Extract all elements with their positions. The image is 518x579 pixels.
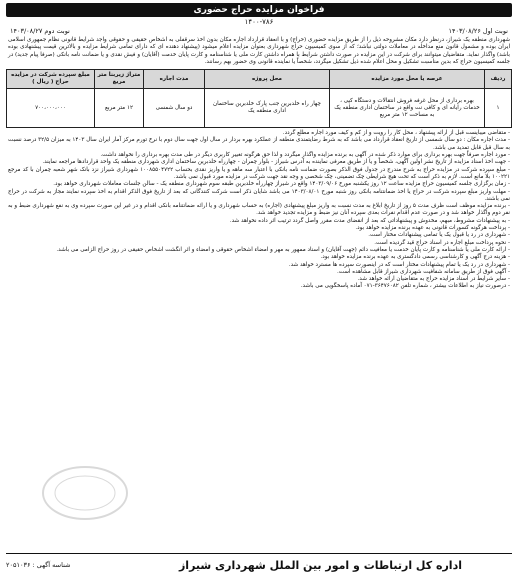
col-duration: مدت اجاره [144,70,205,89]
condition-item: - درصورت نیاز به اطلاعات بیشتر ، شماره تلفن ۳۶۴۷۶۰۸۲-۰۷۱ آماده پاسخگویی می باشد. [300,283,510,290]
col-subject: عرصه یا محل مورد مزایده [330,70,485,89]
cell-duration: دو سال شمسی [144,89,205,128]
table-row [7,89,512,128]
publish-dates [10,27,508,35]
condition-item: - آگهی فوق از طریق سامانه شفافیت شهرداری شیراز قابل مشاهده است. [336,268,510,275]
condition-item: - متقاضی میبایست قبل از ارائه پیشنهاد ، محل کار را رویت و از کم و کیف مورد اجاره مطلع گردد. [282,130,510,137]
footer-bar [6,553,512,576]
condition-item: - پرداخت هرگونه کسورات قانونی به عهده برنده مزایده خواهد بود. [355,225,510,232]
first-publish-date: نوبت اول ۱۴۰۳/۰۸/۲۶ [448,27,508,35]
cell-area: ۱۲ متر مربع [95,89,144,128]
condition-item: - جهت اخذ اسناد مزایده از تاریخ نشر اولین آگهی، شخصاً و یا از طریق معرفی نماینده به آدرس شیراز - بلوار چمران - چهارراه خلدبرین ساختمان اداری شهرداری منطقه یک واحد قراردادها مراجعه نمایند. [42,159,510,166]
col-area: متراژ زیربنا متر مربع [95,70,144,89]
condition-item: - ارائه کارت ملی یا شناسنامه و کارت پایان خدمت یا معافیت دائم (جهت آقایان) و اسناد ممهور به مهر و امضاء اشخاص حقوقی و امضاء و اثر انگشت اشخاص حقیقی در روز حراج الزامی می باشد. [56,246,510,253]
cell-location: چهار راه خلدبرین جنب پارک خلدبرین ساختمان اداری منطقه یک [205,89,330,128]
condition-item: - مورد اجاره صرفاً جهت بهره برداری برای موارد ذکر شده در آگهی به برنده مزایده واگذار میگردد و لذا حق هرگونه تغییر کاربری دیگر در طی مدت بهره برداری را نخواهد داشت. [100,152,510,159]
condition-item: - هزینه درج آگهی و کارشناسی رسمی دادگستری به عهده برنده مزایده خواهد بود. [320,254,510,261]
col-row: ردیف [485,70,512,89]
cell-subject: بهره برداری از محل غرفه فروش انتقالات و دستگاه کپی ، خدمات رایانه ای و کافی نت واقع در ساختمان اداری منطقه یک به مساحت ۱۲ متر مربع [330,89,485,128]
notice-id: شناسه آگهی : ۲۰۵۱۰۳۶ [6,561,71,569]
condition-item: - سایر شرایط در اسناد مزایده حراج به متقاضیان ارائه خواهد شد. [357,276,510,283]
stamp-watermark [40,463,130,523]
auction-table [6,69,512,128]
organization-name: اداره کل ارتباطات و امور بین الملل شهرداری شیراز [178,558,462,572]
condition-item: - مهلت واریز مبلغ سپرده شرکت در حراج یا اخذ ضمانتنامه بانکی روز شنبه مورخ ۱۴۰۳/۰۸/۰۱ می باشد شایان ذکر است شرکت کنندگانی که بعد از تاریخ فوق الذکر اقدام به اخذ سپرده نمایند مجاز به شرکت در حراج نمی باشند. [8,188,510,202]
cell-row: ۱ [485,89,512,128]
notice-number: ۱۴۰۰-۷۸۶ [244,18,274,26]
col-location: محل پروژه [205,70,330,89]
condition-item: - برنده مزایده موظف است ظرف مدت ۵ روز از تاریخ ابلاغ به مدت نسبت به واریز مبلغ پیشنهادی (اجاره) به حساب شهرداری و یا ارائه ضمانتنامه بانکی اقدام و در غیر این صورت سپرده وی به نفع شهرداری ضبط و به نفر دوم واگذار خواهد شد و در صورت عدم اقدام نفرات بعدی سپرده آنان نیز ضبط و مزایده تجدید خواهد شد. [8,203,511,217]
condition-item: - شهرداری در رد یک یا تمام پیشنهادات مختار است که در اینصورت سپرده ها مسترد خواهد شد. [288,261,510,268]
title-banner [6,3,512,17]
condition-item: - مبلغ سپرده شرکت در مزایده حراج به شرح مندرج در جدول فوق الذکر بصورت ضمانت نامه بانکی با اعتبار سه ماهه و یا واریز نقدی بحساب ۱۰۰۸۵۵۰۴۷۲۲ شهرداری شیراز نزد بانک شهر شعبه چمران با کد مرجع ۱۰۰۲۲۱ بلا مانع است. لازم به ذکر است که تحت هیچ شرایطی چک تضمینی، چک شخصی و وجه نقد جهت شرکت در مزایده مورد قبول نمی باشد. [8,166,510,180]
col-deposit: مبلغ سپرده شرکت در مزایده حراج ( ریال ) [7,70,95,89]
condition-item: - زمان برگزاری جلسه کمیسیون حراج مزایده ساعت ۱۲ روز یکشنبه مورخ ۱۴۰۳/۰۹/۰۶ واقع در شیراز چهارراه خلدبرین طبقه سوم شهرداری منطقه یک - سالن جلسات معاملات شهرداری خواهد بود. [53,181,510,188]
condition-item: - نحوه پرداخت مبلغ اجاره در اسناد حراج قید گردیده است. [374,239,510,246]
notice-page [0,3,518,579]
notice-title: فراخوان مزایده حراج حضوری [193,5,325,15]
condition-item: - شهرداری در رد یا قبول یک یا تمامی پیشنهادات مختار است. [368,232,510,239]
cell-deposit: ۷۰۰،۰۰۰،۰۰۰ [7,89,95,128]
second-publish-date: نوبت دوم ۱۴۰۳/۰۸/۲۷ [10,27,70,35]
condition-item: - به پیشنهادات مشروط، مبهم، مخدوش و پیشنهاداتی که بعد از انقضای مدت مقرر واصل گردد ترتیب اثر داده نخواهد شد. [229,217,510,224]
condition-item: - مدت اجاره مکان : دو سال شمسی از تاریخ انعقاد قرارداد می باشد که به شرط رضایتمندی منطقه از عملکرد بهره بردار در سال اول جهت سال دوم با نرخ تورم مرکز آمار ایران سال ۱۴۰۳ به میزان ۳۲/۵ درصد نسبت به سال قبل قابل تمدید می باشد. [8,137,510,151]
intro-paragraph: شهرداری منطقه یک شیراز، درنظر دارد مکان مشروحه ذیل را از طریق مزایده حضوری (حراج) و با انعقاد قرارداد اجاره مکان بدون اخذ سرقفلی به اشخاص حقیقی و حقوقی واجد شرایط قانونی نظام جمهوری اسلامی ایران بوده و مشمول قانون منع مداخله در معاملات دولتی نباشد؛ که از سوی کمیسیون حراج شهرداری بعنوان مزایده اعلام میشود (پیشنهاد دهنده ای که دارای تمامی شرایط مزایده و بالاترین قیمت پیشنهادی بوده باشد) واگذار نماید. متقاضیان میتوانند برای شرکت در این مزایده در صورت داشتن شرایط با همراه داشتن کارت ملی یا شناسنامه و کارت پایان خدمت (آقایان) و فیش نقدی و یا ضمانت نامه بانکی (صرفا پیام جدید) در جلسه کمیسیون حراج که بدین مناسبت تشکیل و محل اعلام شده ذیل تشکیل میگردد، شخصاً یا نماینده قانونی وی حضور بهم رسانند. [8,37,510,65]
table-header-row [7,70,512,89]
conditions-list [8,130,510,291]
